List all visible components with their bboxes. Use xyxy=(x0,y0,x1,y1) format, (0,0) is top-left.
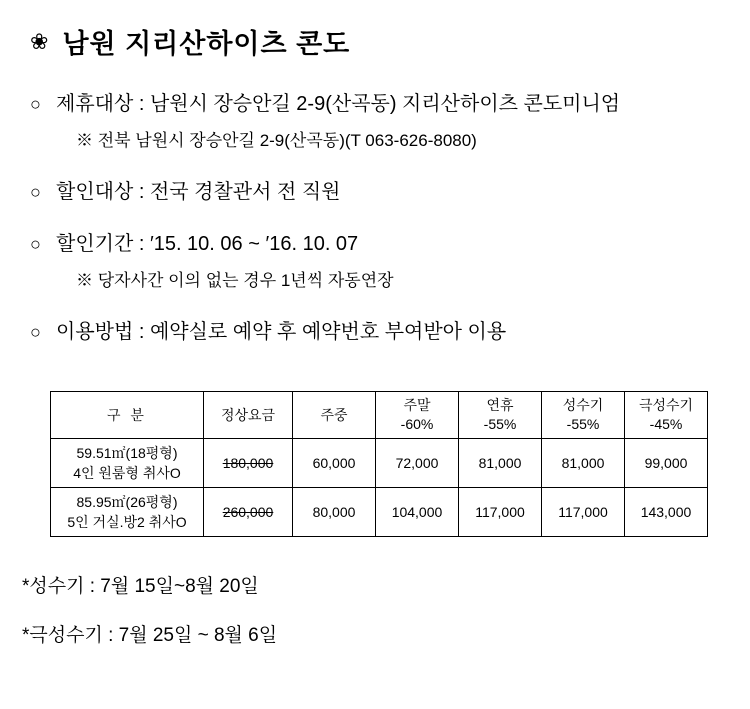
column-header-peak-label: 성수기 xyxy=(562,397,604,414)
list-item xyxy=(30,175,750,209)
cell-normal-rate-value: 180,000 xyxy=(222,455,274,471)
list-item xyxy=(30,87,750,121)
column-header-division: 구 분 xyxy=(51,392,204,439)
circle-bullet-icon: ○ xyxy=(30,322,41,342)
cell-division-line1: 85.95㎡(26평형) xyxy=(76,493,178,510)
rate-table xyxy=(50,391,708,537)
column-header-weekend-discount: -60% xyxy=(400,416,434,432)
list-item-label: 할인기간 : ′15. 10. 06 ~ ′16. 10. 07 xyxy=(56,233,359,255)
list-item xyxy=(30,227,750,261)
table-header-row xyxy=(51,392,708,439)
column-header-normal-rate: 정상요금 xyxy=(204,392,293,439)
column-header-weekend xyxy=(376,392,459,439)
flower-bullet-icon: ❀ xyxy=(30,28,49,54)
list-item-label: 이용방법 : 예약실로 예약 후 예약번호 부여받아 이용 xyxy=(56,321,507,343)
cell-super-peak: 143,000 xyxy=(625,488,708,537)
footnote-peak-season: *성수기 : 7월 15일~8월 20일 xyxy=(22,576,259,597)
table-row xyxy=(51,439,708,488)
document-page xyxy=(0,22,750,709)
column-header-holiday xyxy=(459,392,542,439)
column-header-peak-discount: -55% xyxy=(566,416,600,432)
cell-normal-rate-value: 260,000 xyxy=(222,504,274,520)
list-item-label: 할인대상 : 전국 경찰관서 전 직원 xyxy=(56,181,341,203)
cell-normal-rate xyxy=(204,488,293,537)
column-header-peak xyxy=(542,392,625,439)
list-item-label: 제휴대상 : 남원시 장승안길 2-9(산곡동) 지리산하이츠 콘도미니엄 xyxy=(56,93,621,115)
page-title-text: 남원 지리산하이츠 콘도 xyxy=(62,29,351,59)
cell-normal-rate xyxy=(204,439,293,488)
cell-holiday: 117,000 xyxy=(459,488,542,537)
cell-super-peak: 99,000 xyxy=(625,439,708,488)
rate-table-container xyxy=(50,391,702,537)
cell-peak: 117,000 xyxy=(542,488,625,537)
cell-weekend: 104,000 xyxy=(376,488,459,537)
cell-division xyxy=(51,439,204,488)
circle-bullet-icon: ○ xyxy=(30,182,41,202)
footnote-super-peak-season: *극성수기 : 7월 25일 ~ 8월 6일 xyxy=(22,624,278,646)
cell-division-line2: 5인 거실.방2 취사O xyxy=(67,514,187,530)
cell-holiday: 81,000 xyxy=(459,439,542,488)
column-header-super-peak xyxy=(625,392,708,439)
page-title xyxy=(30,22,750,61)
list-item xyxy=(30,315,750,349)
list-item-note: ※ 전북 남원시 장승안길 2-9(산곡동)(T 063-626-8080) xyxy=(76,131,477,150)
cell-peak: 81,000 xyxy=(542,439,625,488)
circle-bullet-icon: ○ xyxy=(30,234,41,254)
cell-division-line2: 4인 원룸형 취사O xyxy=(73,465,181,481)
cell-weekday: 60,000 xyxy=(293,439,376,488)
cell-weekday: 80,000 xyxy=(293,488,376,537)
column-header-weekend-label: 주말 xyxy=(403,397,431,414)
circle-bullet-icon: ○ xyxy=(30,94,41,114)
column-header-holiday-label: 연휴 xyxy=(486,397,514,414)
footnote-list xyxy=(22,577,750,647)
column-header-weekday: 주중 xyxy=(293,392,376,439)
cell-division-line1: 59.51㎡(18평형) xyxy=(76,444,178,461)
column-header-super-peak-label: 극성수기 xyxy=(638,397,694,414)
cell-weekend: 72,000 xyxy=(376,439,459,488)
list-item-note: ※ 당자사간 이의 없는 경우 1년씩 자동연장 xyxy=(76,271,394,290)
column-header-super-peak-discount: -45% xyxy=(649,416,683,432)
table-row xyxy=(51,488,708,537)
bullet-list xyxy=(0,87,750,349)
column-header-holiday-discount: -55% xyxy=(483,416,517,432)
cell-division xyxy=(51,488,204,537)
